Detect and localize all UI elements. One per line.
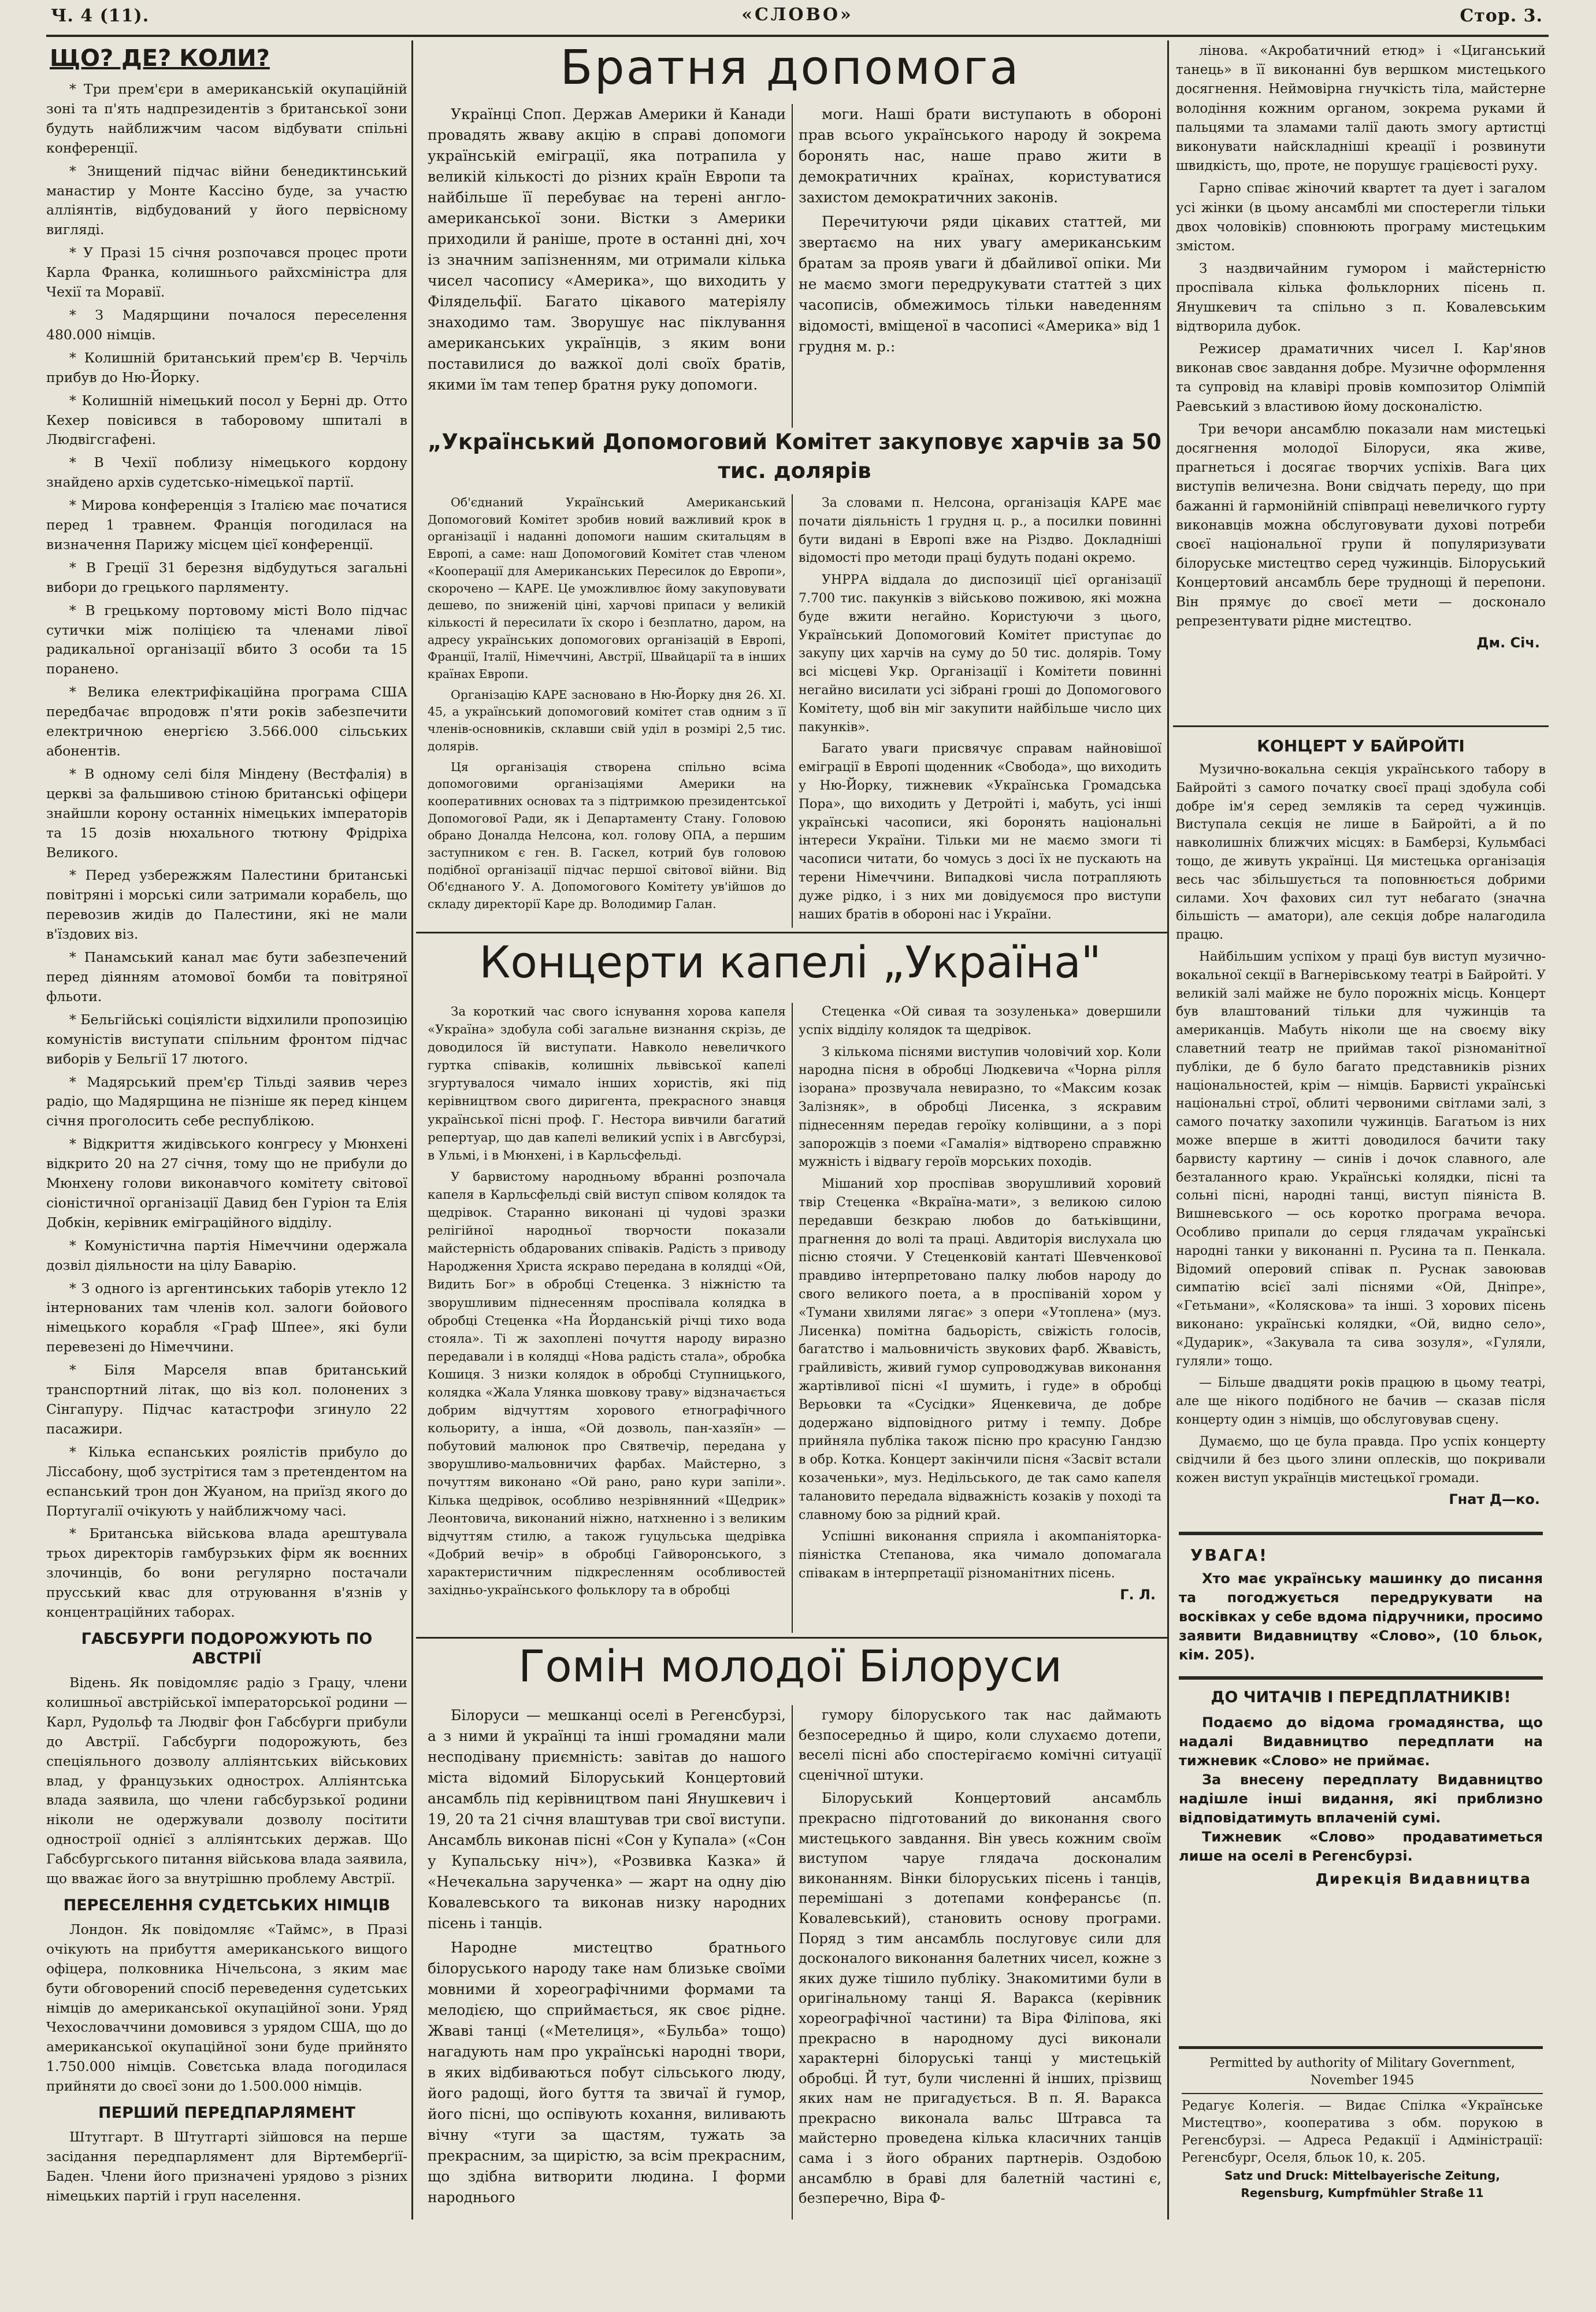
- belarus-col-b-text: [799, 1705, 1161, 2209]
- sudeten-title: ПЕРЕСЕЛЕННЯ СУДЕТСЬКИХ НІМЦІВ: [63, 1896, 391, 1914]
- readers-title: ДО ЧИТАЧІВ І ПЕРЕДПЛАТНИКІВ!: [1211, 1688, 1511, 1706]
- readers-box: [1179, 1685, 1543, 2014]
- mutual-aid-col-b: [799, 104, 1161, 428]
- news-item: * Колишній німецький посол у Берні др. Отто Кехер повісився в таборовому шпиталі в Людвігсгафені.: [46, 392, 407, 448]
- readers-signature: Дирекція Видавництва: [1315, 1870, 1531, 1887]
- paragraph: Організацію КАРЕ засновано в Ню-Йорку дня 26. XI. 45, а український допомоговий комітет став одним з її членів-основників, склавши свій уділ в розмірі 2,5 тис. долярів.: [428, 687, 786, 753]
- belarus-col-a: [428, 1705, 786, 2220]
- mutual-aid-divider: [792, 104, 793, 428]
- paragraph: Українці Споп. Держав Америки й Канади провадять жваву акцію в справі допомоги українській еміграції, яка потрапила у великій кількості до різних країн Европи та найбільше її перебуває на терені англо-американської зони. Вістки з Америки приходили й раніше, проте в останні дні, хоч із значним запізненням, ми отримали кілька чисел часопису «Америка», що виходить у Філядельфії. Багато цікавого матеріялу знаходимо там. Зворушує нас піклування американських українців, з яким вони поставилися до важкої долі своїх братів, якими їм там тепер братня руку допомоги.: [428, 106, 786, 393]
- belarus-col-a-text: [428, 1705, 786, 2208]
- notice-text: Хто має українську машинку до писання та погоджується передрукувати на восківках у себе вдома підручники, просимо заявити Видавництву «Слово», (10 бльок, кім. 205).: [1179, 1570, 1543, 1663]
- paragraph: Гарно співає жіночий квартет та дует і загалом усі жінки (в цьому ансамблі ми спостерегли тільки двох чоловіків) сповнюють програму мистецьким змістом.: [1176, 181, 1546, 254]
- news-item: * Відкриття жидівського конгресу у Мюнхені відкрито 20 на 27 січня, тому що не прибули до Мюнхену голови виконавчого комітету світової сіоністичної організації Давид бен Гуріон та Елія Добкін, керівник еміграційного відділу.: [46, 1136, 407, 1231]
- belarus-col-b: [799, 1705, 1161, 2220]
- news-item: * У Празі 15 січня розпочався процес проти Карла Франка, колишнього райхсміністра для Чехії та Моравії.: [46, 244, 407, 301]
- paragraph: гумору білоруського так нас даймають безпосередньо й щиро, коли слухаємо дотепи, веселі пісні або спостерігаємо комічні ситуації сценічної штуки.: [799, 1707, 1161, 1783]
- paragraph: Перечитуючи ряди цікавих статтей, ми звертаємо на них увагу американським братам за прояв уваги й дбайливої опіки. Ми не маємо змоги передрукувати статтей з цих часописів, обмежимось тільки наведенням відомості, вміщеної в часописі «Америка» від 1 грудня м. р.:: [799, 213, 1161, 355]
- belarus-signature: Дм. Січ.: [1476, 635, 1540, 651]
- concerts-col-b: [799, 1003, 1161, 1633]
- notice-title: УВАГА!: [1190, 1546, 1268, 1565]
- paragraph: Успішні виконання сприяла і акомпаніяторка-піяністка Степанова, яка чимало допомагала співакам в інтерпретації різноманітних пісень.: [799, 1529, 1161, 1581]
- news-item: * Велика електрифікаційна програма США передбачає впродовж п'яти років забезпечити електричною енергією 3.566.000 сільських абонентів.: [46, 684, 407, 759]
- habsburg-text: Відень. Як повідомляє радіо з Грацу, члени колишньої австрійської імператорської родини — Карл, Рудольф та Людвіг фон Габсбурги прибули до Австрії. Габсбурги подорожують, без спеціяльного дозволу алліянтських військових влад, у французьких однострох. Алліянтська влада заявила, що члени габсбурзької родини ніколи не одержували дозволу посітити одностроії однієї з алліянтських держав. Що Габсбургського питання військова влада заявила, що вважає його за внутрішню проблему Австрії.: [46, 1674, 407, 1887]
- paragraph: Режисер драматичних чисел І. Кар'янов виконав своє завдання добре. Музичне оформлення та супровід на клавірі провів композитор Олімпій Раевський з властивою йому досконалістю.: [1176, 342, 1546, 414]
- section-rule-4: [1179, 1532, 1543, 1535]
- masthead-name: «СЛОВО»: [741, 5, 853, 25]
- news-item: * Комуністична партія Німеччини одержала дозвіл діяльности на цілу Баварію.: [46, 1237, 407, 1273]
- bayreuth-title: КОНЦЕРТ У БАЙРОЙТІ: [1257, 736, 1465, 755]
- paragraph: Найбільшим успіхом у праці був виступ музично-вокальної секції в Вагнерівському театрі в Байройті. У великій залі майже не було порожніх місць. Концерт був влаштований тільки для чужинців та американців. Мабуть ніколи ще на своєму віку славетний театр не приймав такої різноманітної публіки, де б було багато представників різних національностей, крім — німців. Барвисті українські національні строї, облиті червоними світлами залі, з самого початку захопили чужинців. Багатьом із них може вперше в житті доводилося бачити таку барвисту картину — синів і дочок славного, але безталанного краю. Українські колядки, пісні та сольні пісні, народні танці, виступ піяніста В. Вишневського — ось коротко програма вечора. Особливо припали до серця глядачам українські народні танки у виконанні п. Русина та п. Пенкала. Відомий оперовий співак п. Руснак завоював симпатію всієї залі піснями «Ой, Дніпре», «Гетьмани», «Коляскова» та інші. З хорових пісень виконано: українські колядки, «Ой, видно село», «Дударик», «Закувала та сива зозуля», «Гуляли, гуляли» тощо.: [1176, 949, 1546, 1369]
- mutual-aid-col-a: [428, 104, 786, 428]
- concerts-title: Концерти капелі „Україна": [479, 936, 1101, 988]
- mutual-aid-col-b-text: [799, 104, 1161, 357]
- news-item: * В Чехії поблизу німецького кордону знайдено архів судетсько-німецької партії.: [46, 454, 407, 491]
- news-list: [46, 80, 407, 1622]
- paragraph: Ця організація створена спільно всіма допомоговими організаціями Америки на кооперативних основах та з підтримкою президентської Допомогової Ради, як і Департаменту Стану. Головою обрано Доналда Нелсона, кол. голову ОПА, а першим заступником є ген. В. Гаскел, котрий був головою подібної організації підчас першої світової війни. Від Об'єднаного У. А. Допомогового Комітету ув'ійшов до складу директорії Каре др. Володимир Галан.: [428, 759, 786, 912]
- paragraph: моги. Наші брати виступають в обороні прав всього українського народу й зокрема боронять нас, наше право жити в демократичних країнах, користуватися захистом демократичних законів.: [799, 106, 1161, 206]
- imprint-printer: Satz und Druck: Mittelbayerische Zeitung, Regensburg, Kumpfmühler Straße 11: [1224, 2169, 1500, 2200]
- news-item: * Мадярський прем'єр Тільді заявив через радіо, що Мадярщина не пізніше як перед кінцем січня проголосить себе республікою.: [46, 1073, 407, 1129]
- news-item: * Знищений підчас війни бенедиктинський манастир у Монте Кассіно буде, за участю алліянтів, відбудований у його первісному вигляді.: [46, 162, 407, 238]
- paragraph: Музично-вокальна секція українського табору в Байройті з самого початку своєї праці здобула собі добре ім'я серед земляків та серед чужинців. Виступала секція не лише в Байройті, а й по навколишніх ближчих місцях: в Бамберзі, Кульмбасі тощо, де живуть українці. Ця мистецька організація весь час збільшується та поповнюється добрими силами. Хоч фахових сил тут небагато (значна більшість — аматори), але секція добре налагодила працю.: [1176, 762, 1546, 943]
- news-item: * Бельгійські соціялісти відхилили пропозицію комуністів виступати спільним фронтом підчас виборів у Бельгії 17 лютого.: [46, 1011, 407, 1067]
- news-item: * Перед узбережжям Палестини британські повітряні і морські сили затримали корабель, що перевозив жидів до Палестини, які не мали в'їздових віз.: [46, 867, 407, 943]
- paragraph: Думаємо, що це була правда. Про успіх концерту свідчили й без цього злини оплесків, що покривали кожен виступ українців мистецької громади.: [1176, 1434, 1546, 1486]
- mutual-aid-subtitle: „Український Допомоговий Комітет закуповує харчів за 50 тис. долярів: [428, 429, 1161, 483]
- concerts-signature: Г. Л.: [1120, 1586, 1156, 1603]
- news-briefs-title: ЩО? ДЕ? КОЛИ?: [50, 45, 270, 72]
- column-divider-1: [411, 40, 413, 2220]
- news-item: * Три прем'єри в американській окупаційній зоні та п'ять надпрезидентів з британської зони будуть найближчим часом відбувати спільні конференції.: [46, 81, 407, 156]
- concerts-divider: [792, 1003, 793, 1633]
- news-briefs-column: [46, 42, 407, 2221]
- mutual-aid-col-a-text: [428, 104, 786, 395]
- news-item: * Панамський канал має бути забезпечений перед діянням атомової бомби та повітряної фльоти.: [46, 949, 407, 1005]
- notice-box: [1179, 1542, 1543, 1669]
- concerts-col-b-text: [799, 1003, 1161, 1583]
- news-item: * Кілька еспанських роялістів прибуло до Ліссабону, щоб зустрітися там з претендентом на еспанський трон дон Жуаном, на приїзд якого до Португалії очікують у найближчому часі.: [46, 1443, 407, 1519]
- news-item: * Колишній британський прем'єр В. Черчіль прибув до Ню-Йорку.: [46, 349, 407, 386]
- paragraph: З кількома піснями виступив чоловічий хор. Коли народна пісня в обробці Людкевича «Чорна рілля ізорана» прозвучала невиразно, то «Максим козак Залізняк», в обробці Лисенка, з яскравим піднесенням передав героїку колівщини, а з порі запорожців з поеми «Гамалія» відтворено справжню мужність і відвагу героїв морських походів.: [799, 1044, 1161, 1170]
- bayreuth-text: [1176, 761, 1546, 1488]
- paragraph: УНРРА віддала до диспозиції цієї організації 7.700 тис. пакунків з військово поживою, які можна буде вжити негайно. Користуючи з цього, Український Допомоговий Комітет приступає до закупу цих харчів на суму до 50 тис. долярів. Тому всі місцеві Укр. Організації і Комітети повинні негайно висилати усі зібрані гроші до Допомогового Комітету, щоб він міг закупити найбільше число цих пакунків».: [799, 573, 1161, 735]
- imprint-block: [1182, 2055, 1543, 2220]
- paragraph: — Більше двадцяти років працюю в цьому театрі, але ще нікого подібного не бачив — сказав після концерту один з німців, що обслуговував сцену.: [1176, 1376, 1546, 1427]
- paragraph: Народне мистецтво братнього білоруського народу таке нам близьке своїми мовними й хореографічними формами та мелодією, що сприймається, як своє рідне. Жваві танці («Метелиця», «Бульба» тощо) нагадують нам про українські народні твори, в яких відбиваються побут сільського люду, його радощі, його буття та звичаї й гумор, його пісні, що оспівують кохання, виливають вічну «туги за щастям, тужать за прекрасним, за щирістю, за всім прекрасним, що здібна витворити людина. І форми народнього: [428, 1939, 786, 2206]
- paragraph: У барвистому народньому вбранні розпочала капеля в Карльсфельді свій виступ співом колядок та щедрівок. Старанно виконані ці чудові зразки релігійної народньої творчости показали майстерність обдарованих співаків. Радість з приводу Народження Христа яскраво передана в колядці «Ой, Видить Бог» в обробці Стеценка. З ніжністю та зворушливим піднесенням проспівала колядка в обробці Стеценка «На Йорданській річці тихо вода стояла». Ті ж захоплені почуття народу виразно передавали і в колядці «Нова радість стала», обробка Кошиця. З низки колядок в обробці Ступницького, колядка «Жала Улянка шовкову траву» відзначається добрим відчуттям хорового етнографічного кольориту, а інша, «Ой дозволь, пан-хазяїн» — побутовий малюнок про Святвечір, передана у зворушливо-мальовничих фарбах. Майстерно, з почуттям виконано «Ой рано, рано кури запіли». Кілька щедрівок, особливо незрівнянний «Щедрик» Леонтовича, виконаний ніжно, натхненно і з великим відчуттям стилю, а також гуцульська щедрівка «Добрий вечір» в обробці Гайворонського, з характеристичним підкресленням особливостей західньо-українського фольклору та в обробці: [428, 1169, 786, 1598]
- page-number: Стор. 3.: [1460, 6, 1543, 26]
- mutual-aid-title: Братня допомога: [560, 40, 1020, 95]
- concerts-col-a: [428, 1003, 786, 1633]
- column-divider-2: [1167, 40, 1169, 2220]
- issue-number: Ч. 4 (11).: [51, 6, 150, 26]
- paragraph: За словами п. Нелсона, організація КАРЕ має почати діяльність 1 грудня ц. р., а посилки повинні бути видані в Европі вже на Різдво. Докладніші відомості про методи праці будуть подані окремо.: [799, 496, 1161, 566]
- news-item: * В Греції 31 березня відбудуться загальні вибори до грецького парляменту.: [46, 559, 407, 595]
- news-item: * В грецькому портовому місті Воло підчас сутички між поліцією та членами лівої радикальної організації вбито 3 особи та 15 поранено.: [46, 602, 407, 677]
- paragraph: З наздвичайним гумором і майстерністю проспівала кілька фольклорних пісень п. Янушкевич та спільно з п. Ковалевським відтворила дубок.: [1176, 261, 1546, 334]
- belarus-col-c-text: [1176, 42, 1546, 631]
- mutual-aid-col-c: [428, 494, 786, 928]
- paragraph: За короткий час свого існування хорова капеля «Україна» здобула собі загальне визнання скрізь, де доводилося їй виступати. Навколо невеличкого гуртка співаків, колишніх львівської капелі згуртувалося чимало інших хористів, які під керівництвом свого диригента, прекрасного знавця української пісні проф. Г. Нестора вивчили багатий репертуар, що дав капелі великий успіх і в Авгсбурзі, в Ульмі, і в Мюнхені, і в Карльсфельді.: [428, 1005, 786, 1163]
- readers-text-3: Тижневик «Слово» продаватиметься лише на оселі в Регенсбурзі.: [1179, 1829, 1543, 1864]
- imprint-editorial: Редагує Колегія. — Видає Спілка «Українське Мистецтво», кооператива з обм. порукою в Регенсбурзі. — Адреса Редакції і Адміністрації: Регенсбург, Оселя, бльок 10, к. 205.: [1182, 2099, 1543, 2165]
- sudeten-text: Лондон. Як повідомляє «Таймс», в Празі очікують на прибуття американського вищого офіцера, полковника Нічельсона, з яким має бути обговорений спосіб переведення судетських німців до американської окупаційної зони. Уряд Чехословаччини домовився з урядом США, що до американської окупаційної зони буде прийнято 1.750.000 німців. Совєтська влада погодилася прийняти до своєї зони до 1.500.000 німців.: [46, 1921, 407, 2095]
- section-rule-6: [1179, 2046, 1543, 2049]
- news-item: * Біля Марселя впав британський транспортний літак, що віз кол. полонених з Сінгапуру. Підчас катастрофи згинуло 22 пасажири.: [46, 1362, 407, 1437]
- imprint-rule: [1182, 2093, 1543, 2094]
- news-item: * Британська військова влада арештувала трьох директорів гамбурзьких фірм як воєнних злочинців, бо вони регулярно постачали прусський квас для отруювання в'язнів у концентраційних таборах.: [46, 1525, 407, 1621]
- paragraph: Білоруський Концертовий ансамбль прекрасно підготований до виконання свого мистецького завдання. Він увесь кожним своїм виступом чаруе глядача досконалим виконанням. Вінки білоруських пісень і танців, перемішані з дотепами конферансьє (п. Ковалевський), становить основу програми. Поряд з тим ансамбль послуговує сили для досконалого виконання балетних чисел, кожне з яких дуже тішило публіку. Знакомитими були в оригінальному танці Я. Варакса (керівник хореографічної частини) та Віра Філіпова, які прекрасно в народному дусі виконали характерні білоруські танці у мистецькій обробці. Й тут, були численні й інших, прізвищ яких нам не пригадується. В п. Я. Варакса прекрасно виконала вальс Штравса та майстерно проведена кілька класичних танців сама і з його обраних партнерів. Оздобою ансамблю в браві для балетній частині є, безперечно, Віра Ф-: [799, 1790, 1161, 2207]
- habsburg-title: ГАБСБУРГИ ПОДОРОЖУЮТЬ ПО АВСТРІЇ: [81, 1629, 373, 1668]
- mutual-aid-col-d: [799, 494, 1161, 928]
- paragraph: Три вечори ансамблю показали нам мистецькі досягнення молодої Білоруси, яка живе, прагнеться і досягає творчих успіхів. Вага цих виступів величезна. Вони свідчать переду, що при бажанні й гармонійній співпраці невеличкого гурту виконавців можна обслуговувати духові потреби своєї національної групи й популяризувати білоруське мистецтво серед чужинців. Білоруський Концертовий ансамбль бере труднощі й перепони. Він прямує до своєї мети — досконало репрезентувати рідне мистецтво.: [1176, 421, 1546, 629]
- mutual-aid-divider-2: [792, 494, 793, 928]
- section-rule-1: [416, 932, 1167, 933]
- paragraph: Об'єднаний Український Американський Допомоговий Комітет зробив новий важливий крок в організації і наданні допомоги нашим скитальцям в Европі, а саме: наш Допомоговий Комітет став членом «Кооперації для Американських Пересилок до Европи», скорочено — КАРЕ. Це уможливлює йому закуповувати дешево, по зниженій ціні, харчові припаси у великій кількості й пересилати їх скоро і безплатно, даром, на адресу українських допомогових організацій в Европі, Франції, Італії, Німеччині, Австрії, Швайцарії та в інших країнах Европи.: [428, 495, 786, 681]
- paragraph: Білоруси — мешканці оселі в Регенсбурзі, а з ними й українці та інші громадяни мали несподівану приємність: завітав до нашого міста відомий Білоруський Концертовий ансамбль під керівництвом пані Янушкевич і 19, 20 та 21 січня влаштував три свої виступи. Ансамбль виконав пісні «Сон у Купала» («Сон у Купальську ніч»), «Розвивка Казка» й «Нечекальна зарученка» — жарт на одну дію Ковалевського та виконав низку народних пісень і танців.: [428, 1707, 786, 1932]
- news-item: * З одного із аргентинських таборів утекло 12 інтернованих там членів кол. залоги бойового німецького корабля «Граф Шпее», які були перевезені до Німеччини.: [46, 1280, 407, 1355]
- concerts-col-a-text: [428, 1003, 786, 1599]
- readers-text-2: За внесену передплату Видавництво надішле інші видання, які приблизно відповідатимуть вплаченій сумі.: [1179, 1772, 1543, 1826]
- section-rule-5: [1179, 1676, 1543, 1680]
- news-item: * Мирова конференція з Італією має початися перед 1 травнем. Франція погодилася на визначення Парижу місцем цієї конференції.: [46, 497, 407, 553]
- bayreuth-signature: Гнат Д—ко.: [1449, 1491, 1540, 1508]
- belarus-col-c: [1176, 42, 1546, 724]
- preparliament-text: Штутгарт. В Штутгарті зійшовся на перше засідання передпарлямент для Віртемберґії-Баден. Члени його призначені урядово з різних німецьких партій і груп населення.: [46, 2129, 407, 2204]
- header-rule: [46, 35, 1549, 37]
- paragraph: лінова. «Акробатичний етюд» і «Циганський танець» в її виконанні був вершком мистецького досягнення. Неймовірна гнучкість тіла, майстерне володіння кожним органом, зокрема руками й пальцями та зламами талії дають змогу артистці виконувати найскладніші креації і розвинути швидкість, що, проте, не порушує грацієвості руху.: [1176, 43, 1546, 174]
- belarus-title: Гомін молодої Білоруси: [518, 1640, 1063, 1692]
- paragraph: Багато уваги присвячує справам найновішої еміграції в Европі щоденник «Свобода», що виходить у Ню-Йорку, тижневик «Українська Громадська Пора», що виходить у Детройті і, мабуть, усі інші українські часописи, які боронять національні інтереси України. Тільки ми не маємо змоги ті часописи читати, бо чомусь з досі їх не пускають на терени Німеччини. Випадкові числа потрапляють дуже рідко, і з них ми довідуємося про виступи наших братів в обороні нас і України.: [799, 742, 1161, 922]
- readers-text-1: Подаємо до відома громадянства, що надалі Видавництво передплати на тижневик «Слово» не приймає.: [1179, 1714, 1543, 1769]
- news-item: * В одному селі біля Міндену (Вестфалія) в церкві за фальшивою стіною британські офіцери знайшли корону останніх німецьких імператорів та 15 дозів нюхального тютюну Фрідріха Великого.: [46, 765, 407, 861]
- paragraph: Стеценка «Ой сивая та зозуленька» довершили успіх відділу колядок та щедрівок.: [799, 1005, 1161, 1038]
- mutual-aid-col-c-text: [428, 494, 786, 913]
- paragraph: Мішаний хор проспівав зворушливий хоровий твір Стеценка «Вкраїна-мати», з великою силою передавши безкраю любов до батьківщини, прагнення до волі та праці. Авдиторія вислухала цю пісню стоячи. У Стеценковій кантаті Шевченкової правдиво інтерпретовано палку любов народу до свого великого поета, а в проспіваній хором у «Тумани хвилями лягає» з опери «Утоплена» (муз. Лисенка) помітна бадьорість, свіжість голосів, багатство і мальовничість звукових фарб. Жвавість, грайливість, живий гумор супроводжував виконання жартівливої пісні «І шумить, і гуде» в обробці Верьовки та «Сусідки» Яценкевича, де добре додержано відповідного ритму і темпу. Добре прийняла публіка також пісню про красуню Гандзю в обр. Котка. Концерт закінчили пісня «Засвіт встали козаченьки», муз. Недільського, де так само капеля талановито передала відважність козаків у поході та славному бою за рідний край.: [799, 1177, 1161, 1522]
- bayreuth-article: [1176, 729, 1546, 1521]
- section-rule-3: [1173, 725, 1549, 727]
- news-item: * З Мадярщини почалося переселення 480.000 німців.: [46, 306, 407, 343]
- mutual-aid-col-d-text: [799, 494, 1161, 924]
- section-rule-2: [416, 1637, 1167, 1639]
- preparliament-title: ПЕРШИЙ ПЕРЕДПАРЛЯМЕНТ: [98, 2104, 355, 2122]
- belarus-divider: [792, 1705, 793, 2220]
- imprint-permission: Permitted by authority of Military Government, November 1945: [1209, 2056, 1515, 2088]
